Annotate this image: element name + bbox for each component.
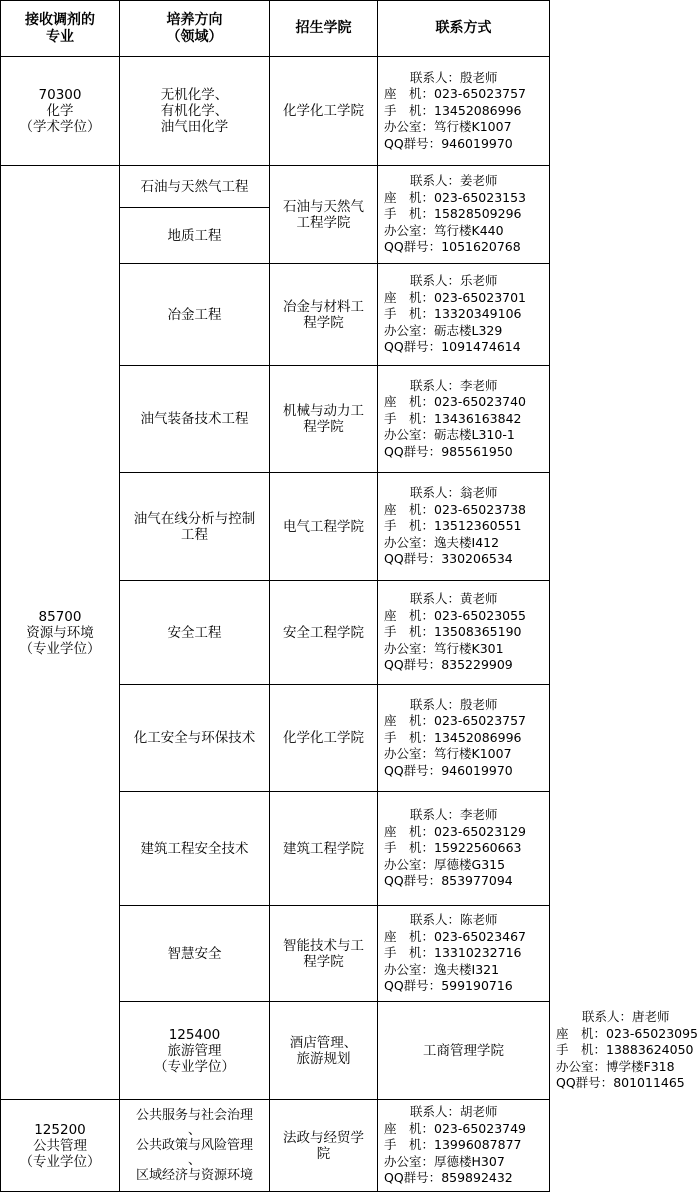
table-row [1,1100,550,1192]
college-cell: 工商管理学院 [378,1002,550,1100]
direction-cell: 酒店管理、 旅游规划 [270,1002,378,1100]
college-cell: 化学化工学院 [270,685,378,792]
contact-cell: 联系人：黄老师 座 机：023-65023055 手 机：13508365190 办公室：笃行楼K301 QQ群号：835229909 [378,581,550,685]
college-cell: 机械与动力工 程学院 [270,366,378,473]
contact-cell: 联系人：乐老师 座 机：023-65023701 手 机：13320349106 办公室：砺志楼L329 QQ群号：1091474614 [378,264,550,366]
direction-cell: 化工安全与环保技术 [120,685,270,792]
table-row [1,166,550,208]
college-cell: 电气工程学院 [270,473,378,581]
contact-cell: 联系人：殷老师 座 机：023-65023757 手 机：13452086996 办公室：笃行楼K1007 QQ群号：946019970 [378,57,550,166]
header-direction: 培养方向 （领域） [120,1,270,57]
college-cell: 石油与天然气 工程学院 [270,166,378,264]
direction-cell: 无机化学、 有机化学、 油气田化学 [120,57,270,166]
contact-cell: 联系人：姜老师 座 机：023-65023153 手 机：15828509296 办公室：笃行楼K440 QQ群号：1051620768 [378,166,550,264]
contact-cell: 联系人：翁老师 座 机：023-65023738 手 机：13512360551 办公室：逸夫楼I412 QQ群号：330206534 [378,473,550,581]
major-cell: 125200 公共管理 （专业学位） [1,1100,120,1192]
direction-cell: 安全工程 [120,581,270,685]
college-cell: 建筑工程学院 [270,792,378,906]
direction-cell: 智慧安全 [120,906,270,1002]
direction-cell: 地质工程 [120,208,270,264]
major-cell: 125400 旅游管理 （专业学位） [120,1002,270,1100]
contact-cell: 联系人：殷老师 座 机：023-65023757 手 机：13452086996 办公室：笃行楼K1007 QQ群号：946019970 [378,685,550,792]
header-college: 招生学院 [270,1,378,57]
direction-cell: 公共服务与社会治理 、 公共政策与风险管理 、 区域经济与资源环境 [120,1100,270,1192]
contact-cell: 联系人：李老师 座 机：023-65023129 手 机：15922560663 办公室：厚德楼G315 QQ群号：853977094 [378,792,550,906]
table-row: 125400 旅游管理 （专业学位） 酒店管理、 旅游规划 工商管理学院 联系人：唐老师 座 机：023-65023095 手 机：13883624050 办公室：博学楼F318 QQ群号：801011465 [1,1002,550,1100]
direction-cell: 油气装备技术工程 [120,366,270,473]
header-row [1,1,550,57]
contact-cell: 联系人：李老师 座 机：023-65023740 手 机：13436163842 办公室：砺志楼L310-1 QQ群号：985561950 [378,366,550,473]
contact-cell: 联系人：胡老师 座 机：023-65023749 手 机：13996087877 办公室：厚德楼H307 QQ群号：859892432 [378,1100,550,1192]
direction-cell: 石油与天然气工程 [120,166,270,208]
major-cell: 85700 资源与环境 （专业学位） [1,166,120,1100]
college-cell: 智能技术与工 程学院 [270,906,378,1002]
college-cell: 冶金与材料工 程学院 [270,264,378,366]
direction-cell: 冶金工程 [120,264,270,366]
direction-cell: 建筑工程安全技术 [120,792,270,906]
header-contact: 联系方式 [378,1,550,57]
direction-cell: 油气在线分析与控制 工程 [120,473,270,581]
header-major: 接收调剂的 专业 [1,1,120,57]
college-cell: 化学化工学院 [270,57,378,166]
college-cell: 安全工程学院 [270,581,378,685]
table-row [1,57,550,166]
major-cell: 70300 化学 （学术学位） [1,57,120,166]
contact-cell: 联系人：陈老师 座 机：023-65023467 手 机：13310232716 办公室：逸夫楼I321 QQ群号：599190716 [378,906,550,1002]
college-cell: 法政与经贸学 院 [270,1100,378,1192]
